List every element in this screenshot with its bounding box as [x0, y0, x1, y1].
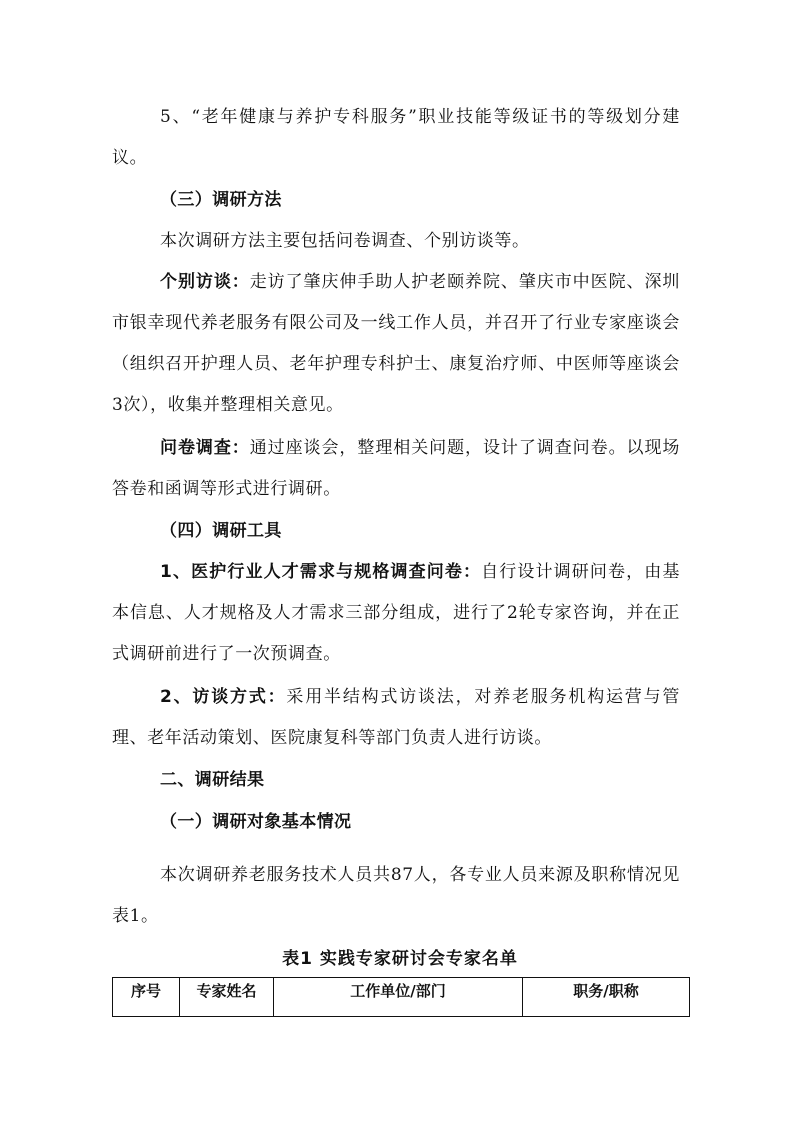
header-expert-name: 专家姓名 — [180, 978, 274, 1017]
subsection-1-heading: （一）调研对象基本情况 — [160, 812, 352, 832]
interview-text: 走访了肇庆伸手助人护老颐养院、肇庆市中医院、深圳市银幸现代养老服务有限公司及一线工作人员，并召开了行业专家座谈会（组织召开护理人员、老年护理专科护士、康复治疗师、中医师等座谈会3次），收集并整理相关意见。 — [112, 272, 680, 415]
part-2-heading: 二、调研结果 — [160, 770, 265, 790]
tool-2-label: 2、访谈方式： — [160, 687, 287, 707]
tool-1-label: 1、医护行业人才需求与规格调查问卷： — [160, 562, 482, 582]
header-position-title: 职务/职称 — [523, 978, 690, 1017]
tool-1-paragraph — [112, 552, 680, 675]
section-4-heading: （四）调研工具 — [160, 521, 282, 541]
section-3-heading: （三）调研方法 — [160, 190, 282, 210]
expert-table — [112, 977, 690, 1017]
interview-paragraph — [112, 262, 680, 426]
survey-paragraph — [112, 428, 680, 510]
tool-2-text: 采用半结构式访谈法，对养老服务机构运营与管理、老年活动策划、医院康复科等部门负责人进行访谈。 — [112, 687, 680, 748]
table-caption: 表1 实践专家研讨会专家名单 — [282, 949, 518, 969]
methods-intro-paragraph: 本次调研方法主要包括问卷调查、个别访谈等。 — [160, 231, 530, 251]
results-paragraph: 本次调研养老服务技术人员共87人，各专业人员来源及职称情况见表1。 — [112, 865, 680, 926]
header-work-unit: 工作单位/部门 — [274, 978, 523, 1017]
header-index: 序号 — [113, 978, 180, 1017]
interview-label: 个别访谈： — [160, 272, 250, 292]
survey-text: 通过座谈会，整理相关问题，设计了调查问卷。以现场答卷和函调等形式进行调研。 — [112, 438, 680, 499]
item-5-paragraph: 5、“老年健康与养护专科服务”职业技能等级证书的等级划分建议。 — [112, 107, 680, 168]
survey-label: 问卷调查： — [160, 438, 250, 458]
table-header-row — [113, 978, 690, 1017]
tool-2-paragraph — [112, 677, 680, 759]
tool-1-text: 自行设计调研问卷，由基本信息、人才规格及人才需求三部分组成，进行了2轮专家咨询，并在正式调研前进行了一次预调查。 — [112, 562, 680, 664]
